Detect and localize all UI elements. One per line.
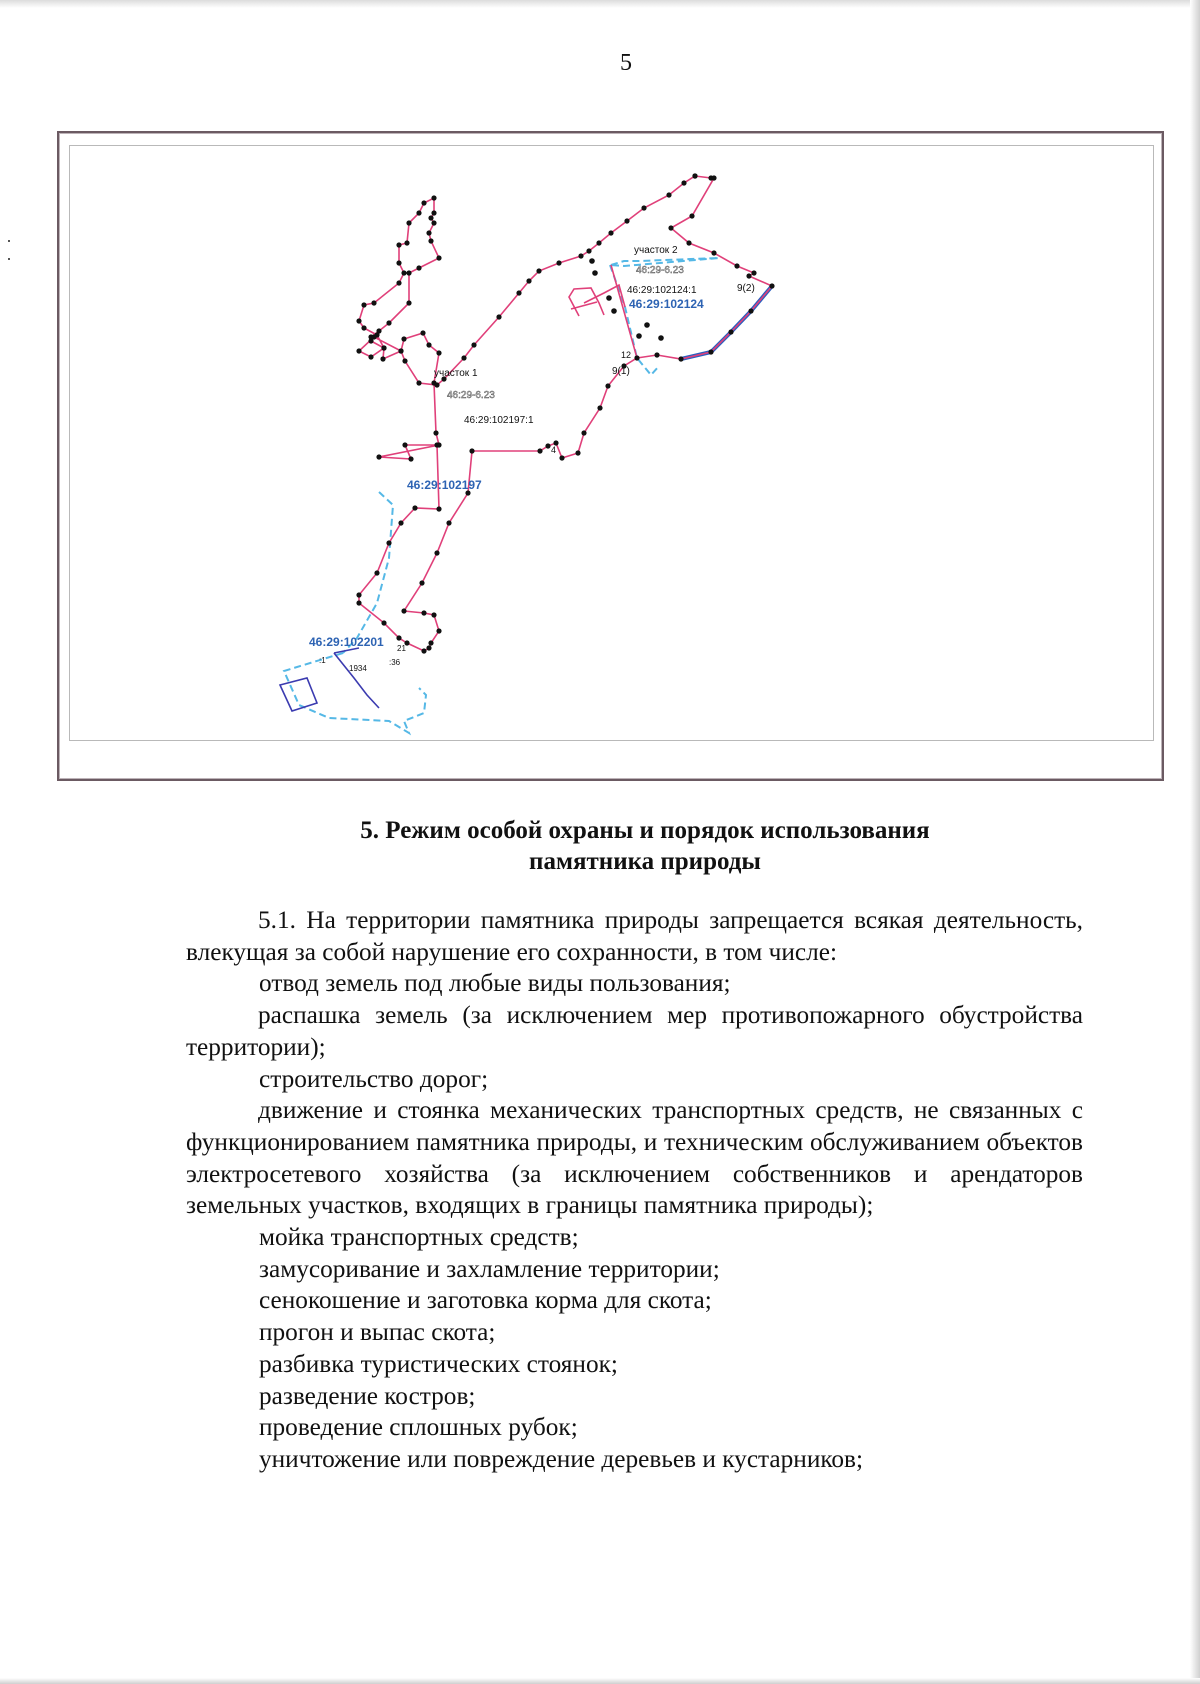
boundary-vertex	[689, 213, 694, 218]
boundary-vertex	[711, 175, 716, 180]
boundary-vertex	[386, 540, 391, 545]
section-heading-line1: 5. Режим особой охраны и порядок использования	[360, 817, 930, 844]
plot1-name-label: участок 1	[434, 368, 478, 379]
boundary-vertex	[575, 450, 580, 455]
plot2-name-label: участок 2	[634, 245, 678, 256]
plot1-parcel-label: 46:29:102197:1	[464, 415, 534, 426]
boundary-vertex	[471, 342, 476, 347]
point-label-1: :1	[319, 656, 326, 665]
plot1-cadastral-label: 46:29:102197	[407, 478, 482, 492]
boundary-vertex	[537, 448, 542, 453]
paragraph: движение и стоянка механических транспортных средств, не связанных с функционированием памятника природы, и техническим обслуживанием объектов электросетевого хозяйства (за исключением собственников и арендаторов земельных участков, входящих в границы памятника природы);	[186, 1096, 1083, 1220]
boundary-vertex	[728, 329, 733, 334]
boundary-vertex	[545, 443, 550, 448]
parcel-outline	[280, 678, 317, 711]
boundary-vertex	[401, 336, 406, 341]
boundary-vertex	[624, 218, 629, 223]
boundary-vertex	[526, 278, 531, 283]
boundary-vertex	[516, 290, 521, 295]
cadastral-boundaries	[284, 258, 719, 733]
boundary-vertex	[434, 550, 439, 555]
boundary-vertex	[536, 268, 541, 273]
boundary-vertex	[398, 348, 403, 353]
boundary-vertex	[708, 349, 713, 354]
boundary-vertex	[666, 192, 671, 197]
boundary-vertex	[436, 506, 441, 511]
paragraph: уничтожение или повреждение деревьев и кустарников;	[259, 1444, 863, 1473]
boundary-vertex	[356, 592, 361, 597]
boundary-vertex	[401, 270, 406, 275]
page-number: 5	[620, 50, 632, 76]
scan-mark	[8, 240, 10, 242]
survey-point	[636, 333, 642, 339]
point-label-9-2: 9(2)	[737, 283, 755, 294]
boundary-vertex	[446, 520, 451, 525]
point-label-36: :36	[389, 658, 401, 667]
point-label-4: 4	[551, 445, 557, 455]
boundary-vertex	[436, 350, 441, 355]
boundary-vertex	[419, 580, 424, 585]
survey-point	[611, 308, 617, 314]
boundary-vertex	[396, 280, 401, 285]
boundary-vertex	[734, 263, 739, 268]
boundary-vertex	[746, 273, 751, 278]
paragraph: проведение сплошных рубок;	[259, 1413, 578, 1442]
survey-point	[658, 335, 664, 341]
boundary-vertex	[408, 456, 413, 461]
boundary-vertex	[748, 308, 753, 313]
boundary-vertex	[556, 260, 561, 265]
boundary-vertex	[605, 383, 610, 388]
scan-mark	[8, 258, 10, 260]
boundary-vertex	[420, 330, 425, 335]
paragraph: распашка земель (за исключением мер противопожарного обустройства территории);	[186, 1001, 1083, 1061]
point-label-1934: 1934	[349, 664, 367, 673]
section-heading	[200, 815, 1090, 877]
boundary-vertex	[396, 242, 401, 247]
paragraph: сенокошение и заготовка корма для скота;	[259, 1286, 712, 1315]
boundary-vertex	[374, 570, 379, 575]
section-heading-line2: памятника природы	[529, 848, 761, 875]
boundary-vertex	[368, 354, 373, 359]
boundary-vertex	[681, 180, 686, 185]
boundary-vertex	[436, 442, 441, 447]
boundary-vertex	[634, 355, 639, 360]
survey-point	[644, 322, 650, 328]
boundary-vertex	[596, 240, 601, 245]
body-text	[186, 905, 1083, 1476]
boundary-vertex	[404, 240, 409, 245]
boundary-vertex	[376, 454, 381, 459]
boundary-vertex	[356, 600, 361, 605]
boundary-vertex	[381, 345, 386, 350]
boundary-vertex	[380, 356, 385, 361]
boundary-vertex	[421, 648, 426, 653]
boundary-vertex	[431, 612, 436, 617]
boundary-vertex	[559, 455, 564, 460]
boundary-vertex	[401, 608, 406, 613]
boundary-vertex	[469, 448, 474, 453]
boundary-vertex	[431, 195, 436, 200]
point-label-9-1: 9(1)	[612, 366, 630, 377]
boundary-vertex	[416, 380, 421, 385]
parcel-outline	[334, 653, 379, 708]
boundary-vertex	[597, 405, 602, 410]
paragraph: отвод земель под любые виды пользования;	[259, 969, 731, 998]
cadastral-boundary-plot1	[343, 492, 393, 653]
boundary-vertex	[436, 628, 441, 633]
survey-point	[606, 295, 612, 301]
page-edge-bottom	[0, 1678, 1200, 1684]
boundary-vertex	[581, 430, 586, 435]
boundary-vertex	[402, 442, 407, 447]
boundary-vertex	[406, 270, 411, 275]
boundary-vertex	[428, 640, 433, 645]
boundary-vertex	[654, 352, 659, 357]
boundary-vertex	[426, 645, 431, 650]
boundary-vertex	[371, 300, 376, 305]
boundary-vertex	[586, 248, 591, 253]
boundary-vertex	[608, 230, 613, 235]
point-label-21: 21	[397, 644, 406, 653]
boundary-vertex	[428, 215, 433, 220]
boundary-vertex	[426, 342, 431, 347]
boundary-vertex	[434, 382, 439, 387]
boundary-vertex	[416, 210, 421, 215]
plot2-cadastral-label: 46:29:102124	[629, 297, 704, 311]
boundary-vertex	[431, 220, 436, 225]
boundary-vertex	[678, 356, 683, 361]
boundary-vertex	[431, 210, 436, 215]
boundary-vertex	[496, 314, 501, 319]
sw-cadastral-label: 46:29:102201	[309, 635, 384, 649]
paragraph: замусоривание и захламление территории;	[259, 1254, 720, 1283]
boundary-vertex	[381, 620, 386, 625]
boundary-vertex	[426, 230, 431, 235]
boundary-vertex	[461, 355, 466, 360]
plot2-parcel-label: 46:29:102124:1	[627, 285, 697, 296]
boundary-vertex	[406, 220, 411, 225]
map-labels	[309, 245, 755, 673]
boundary-vertex	[751, 270, 756, 275]
boundary-vertex	[433, 430, 438, 435]
boundary-vertex	[436, 255, 441, 260]
boundary-vertices	[356, 173, 774, 653]
boundary-vertex	[769, 283, 774, 288]
boundary-vertex	[356, 318, 361, 323]
boundary-vertex	[386, 320, 391, 325]
boundary-vertex	[578, 253, 583, 258]
boundary-vertex	[361, 325, 366, 330]
point-label-12: 12	[621, 350, 632, 360]
boundary-vertex	[406, 300, 411, 305]
survey-point	[592, 270, 598, 276]
boundary-vertex	[412, 505, 417, 510]
boundary-vertex	[421, 610, 426, 615]
paragraph: строительство дорог;	[259, 1064, 489, 1093]
boundary-vertex	[402, 358, 407, 363]
boundary-vertex	[692, 173, 697, 178]
survey-point	[589, 258, 595, 264]
paragraph: разбивка туристических стоянок;	[259, 1349, 618, 1378]
cadastral-map	[59, 133, 1166, 783]
monument-boundary	[359, 176, 772, 651]
boundary-vertex	[396, 260, 401, 265]
map-frame	[57, 131, 1164, 781]
boundary-vertex	[428, 238, 433, 243]
boundary-vertex	[711, 250, 716, 255]
boundary-vertex	[356, 348, 361, 353]
page-edge-right	[1190, 0, 1200, 1684]
paragraph: разведение костров;	[259, 1381, 476, 1410]
plot2-zone-label: 46:29-6.23	[636, 265, 684, 276]
boundary-vertex	[396, 635, 401, 640]
plot1-zone-label: 46:29-6.23	[447, 390, 495, 401]
boundary-vertex	[371, 334, 376, 339]
boundary-vertex	[416, 265, 421, 270]
boundary-vertex	[641, 205, 646, 210]
boundary-vertex	[668, 225, 673, 230]
paragraph: прогон и выпас скота;	[259, 1318, 496, 1347]
boundary-vertex	[686, 240, 691, 245]
boundary-vertex	[361, 302, 366, 307]
paragraph: 5.1. На территории памятника природы запрещается всякая деятельность, влекущая за собой нарушение его сохранности, в том числе:	[186, 906, 1083, 966]
page-edge-top	[0, 0, 1200, 8]
boundary-vertex	[398, 520, 403, 525]
boundary-vertex	[421, 200, 426, 205]
paragraph: мойка транспортных средств;	[259, 1223, 579, 1252]
